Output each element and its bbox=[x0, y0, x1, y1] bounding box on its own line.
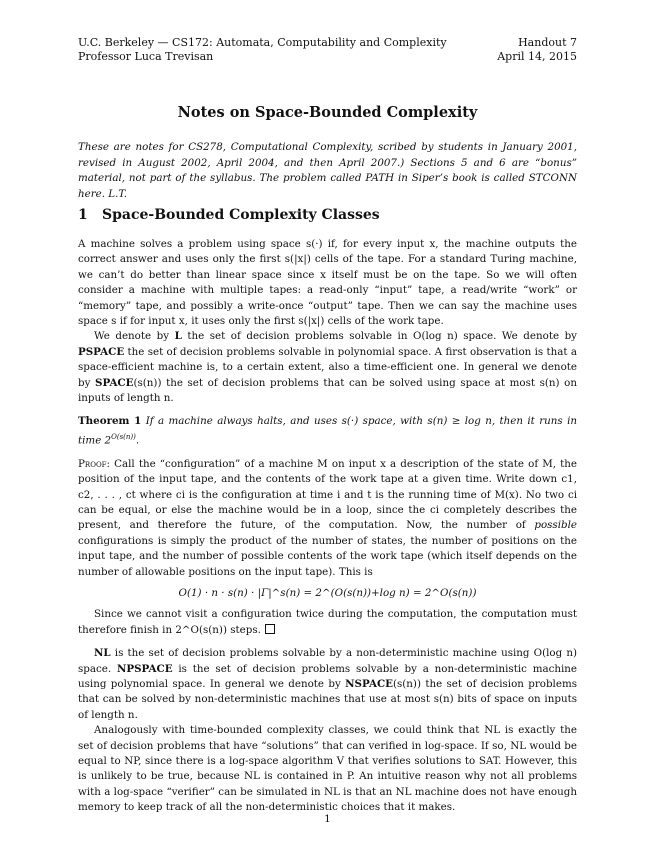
section-heading bbox=[78, 207, 577, 223]
theorem-label: Theorem 1 bbox=[78, 415, 142, 428]
p3-text-a: is the set of decision problems solvable by a non-deterministic machine using O(log n) space. bbox=[78, 647, 577, 675]
p2-text-d: (s(n)) the set of decision problems that can be solved using space at most s(n) on inputs of length n. bbox=[78, 376, 577, 405]
qed-box-icon bbox=[265, 624, 275, 634]
theorem-end: . bbox=[135, 434, 140, 447]
proof-label: Proof: bbox=[78, 457, 111, 470]
paragraph-3 bbox=[78, 646, 577, 723]
paragraph-1: A machine solves a problem using space s(·) if, for every input x, the machine outputs the correct answer and uses only the first s(|x|) cells of the tape. For a standard Turing machine, we can’t do better than linear space since x itself must be on the tape. So we will often consider a machine with multiple tapes: a read-only “input” tape, a read/write “work” or “memory” tape, and possibly a write-once “output” tape. Then we can say the machine uses space s if for input x, it uses only the first s(|x|) cells of the work tape. bbox=[78, 238, 577, 328]
class-NPSPACE: NPSPACE bbox=[116, 662, 173, 675]
paragraph-4: Analogously with time-bounded complexity classes, we could think that NL is exactly the set of decision problems that have “solutions” that can verified in log-space. If so, NL would be equal to NP, since there is a log-space algorithm V that verifies solutions to SAT. However, this is unlikely to be true, because NL is contained in P. An intuitive reason why not all problems with a log-space “verifier” can be simulated in NL is that an NL machine does not have enough memory to keep track of all the non-deterministic choices that it makes. bbox=[78, 724, 577, 814]
course-title: U.C. Berkeley — CS172: Automata, Computability and Complexity bbox=[78, 36, 447, 49]
class-L: L bbox=[174, 330, 182, 343]
class-SPACE: SPACE bbox=[95, 376, 134, 389]
section-number: 1 bbox=[78, 207, 88, 223]
body-text bbox=[78, 237, 577, 816]
proof-conclusion bbox=[78, 607, 577, 638]
abstract: These are notes for CS278, Computational Complexity, scribed by students in January 2001, revised in August 2002, April 2004, and then April 2007.) Sections 5 and 6 are “bonus” material, not part of the syllabus. The problem called PATH in Siper’s book is called STCONN here. L.T. bbox=[78, 141, 577, 200]
equation: O(1) · n · s(n) · |Γ|^s(n) = 2^(O(s(n))+log n) = 2^O(s(n)) bbox=[178, 586, 477, 599]
proof bbox=[78, 457, 577, 580]
p2-text-b: the set of decision problems solvable in O(log n) space. We denote by bbox=[181, 330, 577, 343]
p2-text-a: We denote by bbox=[94, 330, 175, 343]
handout-number: Handout 7 bbox=[518, 36, 577, 49]
theorem-text: If a machine always halts, and uses s(·) space, with s(n) ≥ log n, then it runs in time 2 bbox=[78, 415, 577, 447]
class-NSPACE: NSPACE bbox=[345, 677, 393, 690]
paragraph-2 bbox=[78, 329, 577, 406]
p2-text-c: the set of decision problems solvable in polynomial space. A first observation is that a space-efficient machine is, to a certain extent, also a time-efficient one. In general we denote by bbox=[78, 345, 577, 389]
proof-text-2: configurations is simply the product of the number of states, the number of positions on the input tape, and the number of possible contents of the work tape (which itself depends on the number of allowable positions on the input tape). This is bbox=[78, 534, 577, 578]
proof-after: Since we cannot visit a configuration twice during the computation, the computation must therefore finish in 2^O(s(n)) steps. bbox=[78, 608, 577, 636]
page-number: 1 bbox=[324, 813, 331, 825]
p3-text-b: is the set of decision problems solvable by a non-deterministic machine using polynomial space. In general we denote by bbox=[78, 662, 578, 690]
p3-text-c: (s(n)) the set of decision problems that can be solved by non-deterministic machines that use at most s(n) bits of space on inputs of length n. bbox=[78, 677, 577, 721]
proof-text-1: Call the “configuration” of a machine M on input x a description of the state of M, the position of the input tape, and the contents of the work tape at a given time. Write down c1, c2, . . . , ct where ci is the configuration at time i and t is the running time of M(x). No two ci can be equal, or else the machine would be in a loop, since the ci completely describes the present, and therefore the future, of the computation. Now, the number of bbox=[78, 457, 577, 532]
page-header bbox=[78, 36, 577, 64]
class-PSPACE: PSPACE bbox=[78, 345, 125, 358]
proof-possible: possible bbox=[534, 519, 577, 532]
theorem-sup: O(s(n)) bbox=[111, 432, 136, 441]
page-title: Notes on Space-Bounded Complexity bbox=[177, 104, 478, 121]
section-title: Space-Bounded Complexity Classes bbox=[102, 207, 380, 223]
theorem-1 bbox=[78, 414, 577, 448]
class-NL: NL bbox=[94, 647, 111, 660]
professor-name: Professor Luca Trevisan bbox=[78, 50, 214, 63]
handout-date: April 14, 2015 bbox=[497, 50, 577, 63]
